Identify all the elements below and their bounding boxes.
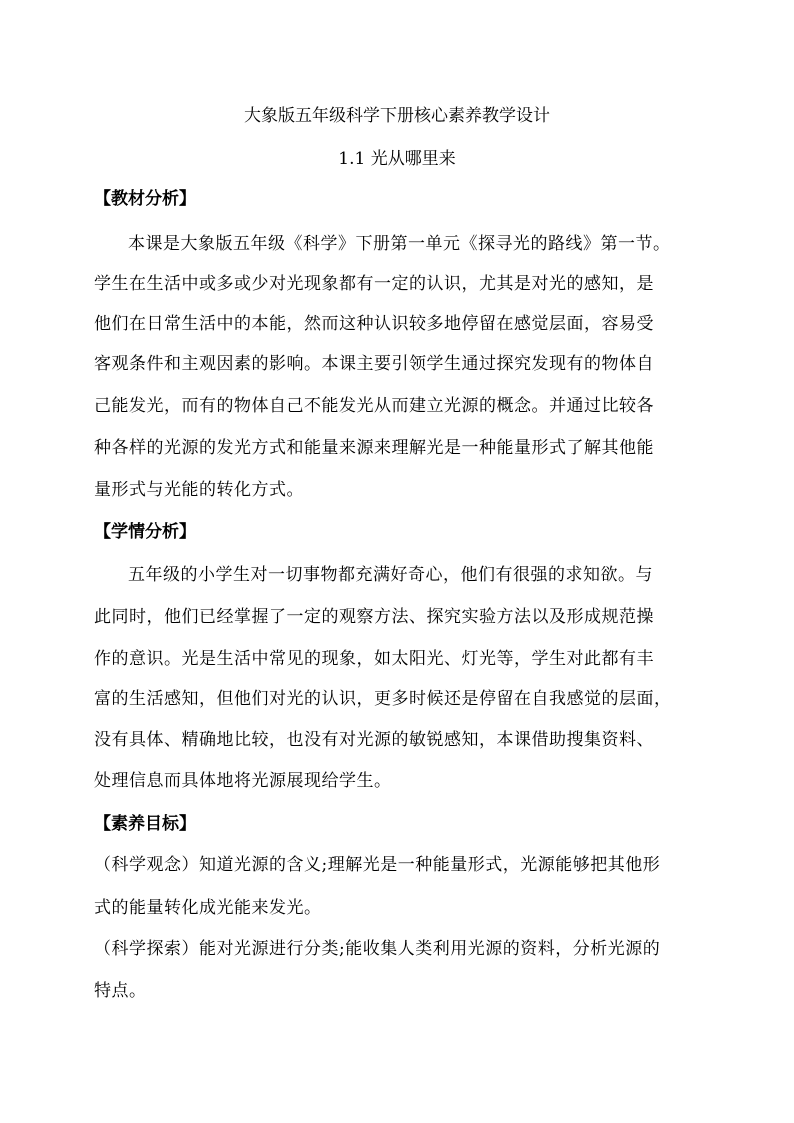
section-heading-textbook-analysis: 【教材分析】	[94, 189, 196, 209]
paragraph-line: 没有具体、精确地比较，也没有对光源的敏锐感知，本课借助搜集资料、	[94, 730, 654, 750]
paragraph-line: 作的意识。光是生活中常见的现象，如太阳光、灯光等，学生对此都有丰	[94, 649, 654, 669]
paragraph-line: 量形式与光能的转化方式。	[94, 480, 304, 500]
section-heading-learner-analysis: 【学情分析】	[94, 522, 196, 542]
paragraph-line: 己能发光，而有的物体自己不能发光从而建立光源的概念。并通过比较各	[94, 396, 654, 416]
paragraph-line: 种各样的光源的发光方式和能量来源来理解光是一种能量形式了解其他能	[94, 438, 654, 458]
paragraph-line: 处理信息而具体地将光源展现给学生。	[94, 771, 392, 791]
paragraph-line: 富的生活感知，但他们对光的认识，更多时候还是停留在自我感觉的层面，	[94, 689, 672, 709]
document-title: 大象版五年级科学下册核心素养教学设计	[244, 106, 550, 126]
paragraph-line: （科学观念）知道光源的含义;理解光是一种能量形式，光源能够把其他形	[94, 855, 661, 875]
paragraph-line: 此同时，他们已经掌握了一定的观察方法、探究实验方法以及形成规范操	[94, 607, 654, 627]
paragraph-line: （科学探索）能对光源进行分类;能收集人类利用光源的资料，分析光源的	[94, 939, 661, 959]
paragraph-line: 特点。	[94, 981, 147, 1001]
section-heading-competency-goals: 【素养目标】	[94, 814, 196, 834]
lesson-title: 1.1 光从哪里来	[338, 149, 456, 169]
paragraph-line: 客观条件和主观因素的影响。本课主要引领学生通过探究发现有的物体自	[94, 354, 654, 374]
paragraph-line: 本课是大象版五年级《科学》下册第一单元《探寻光的路线》第一节。	[128, 234, 671, 254]
paragraph-line: 五年级的小学生对一切事物都充满好奇心，他们有很强的求知欲。与	[128, 565, 653, 585]
paragraph-line: 他们在日常生活中的本能，然而这种认识较多地停留在感觉层面，容易受	[94, 314, 654, 334]
paragraph-line: 式的能量转化成光能来发光。	[94, 898, 322, 918]
paragraph-line: 学生在生活中或多或少对光现象都有一定的认识，尤其是对光的感知，是	[94, 274, 654, 294]
